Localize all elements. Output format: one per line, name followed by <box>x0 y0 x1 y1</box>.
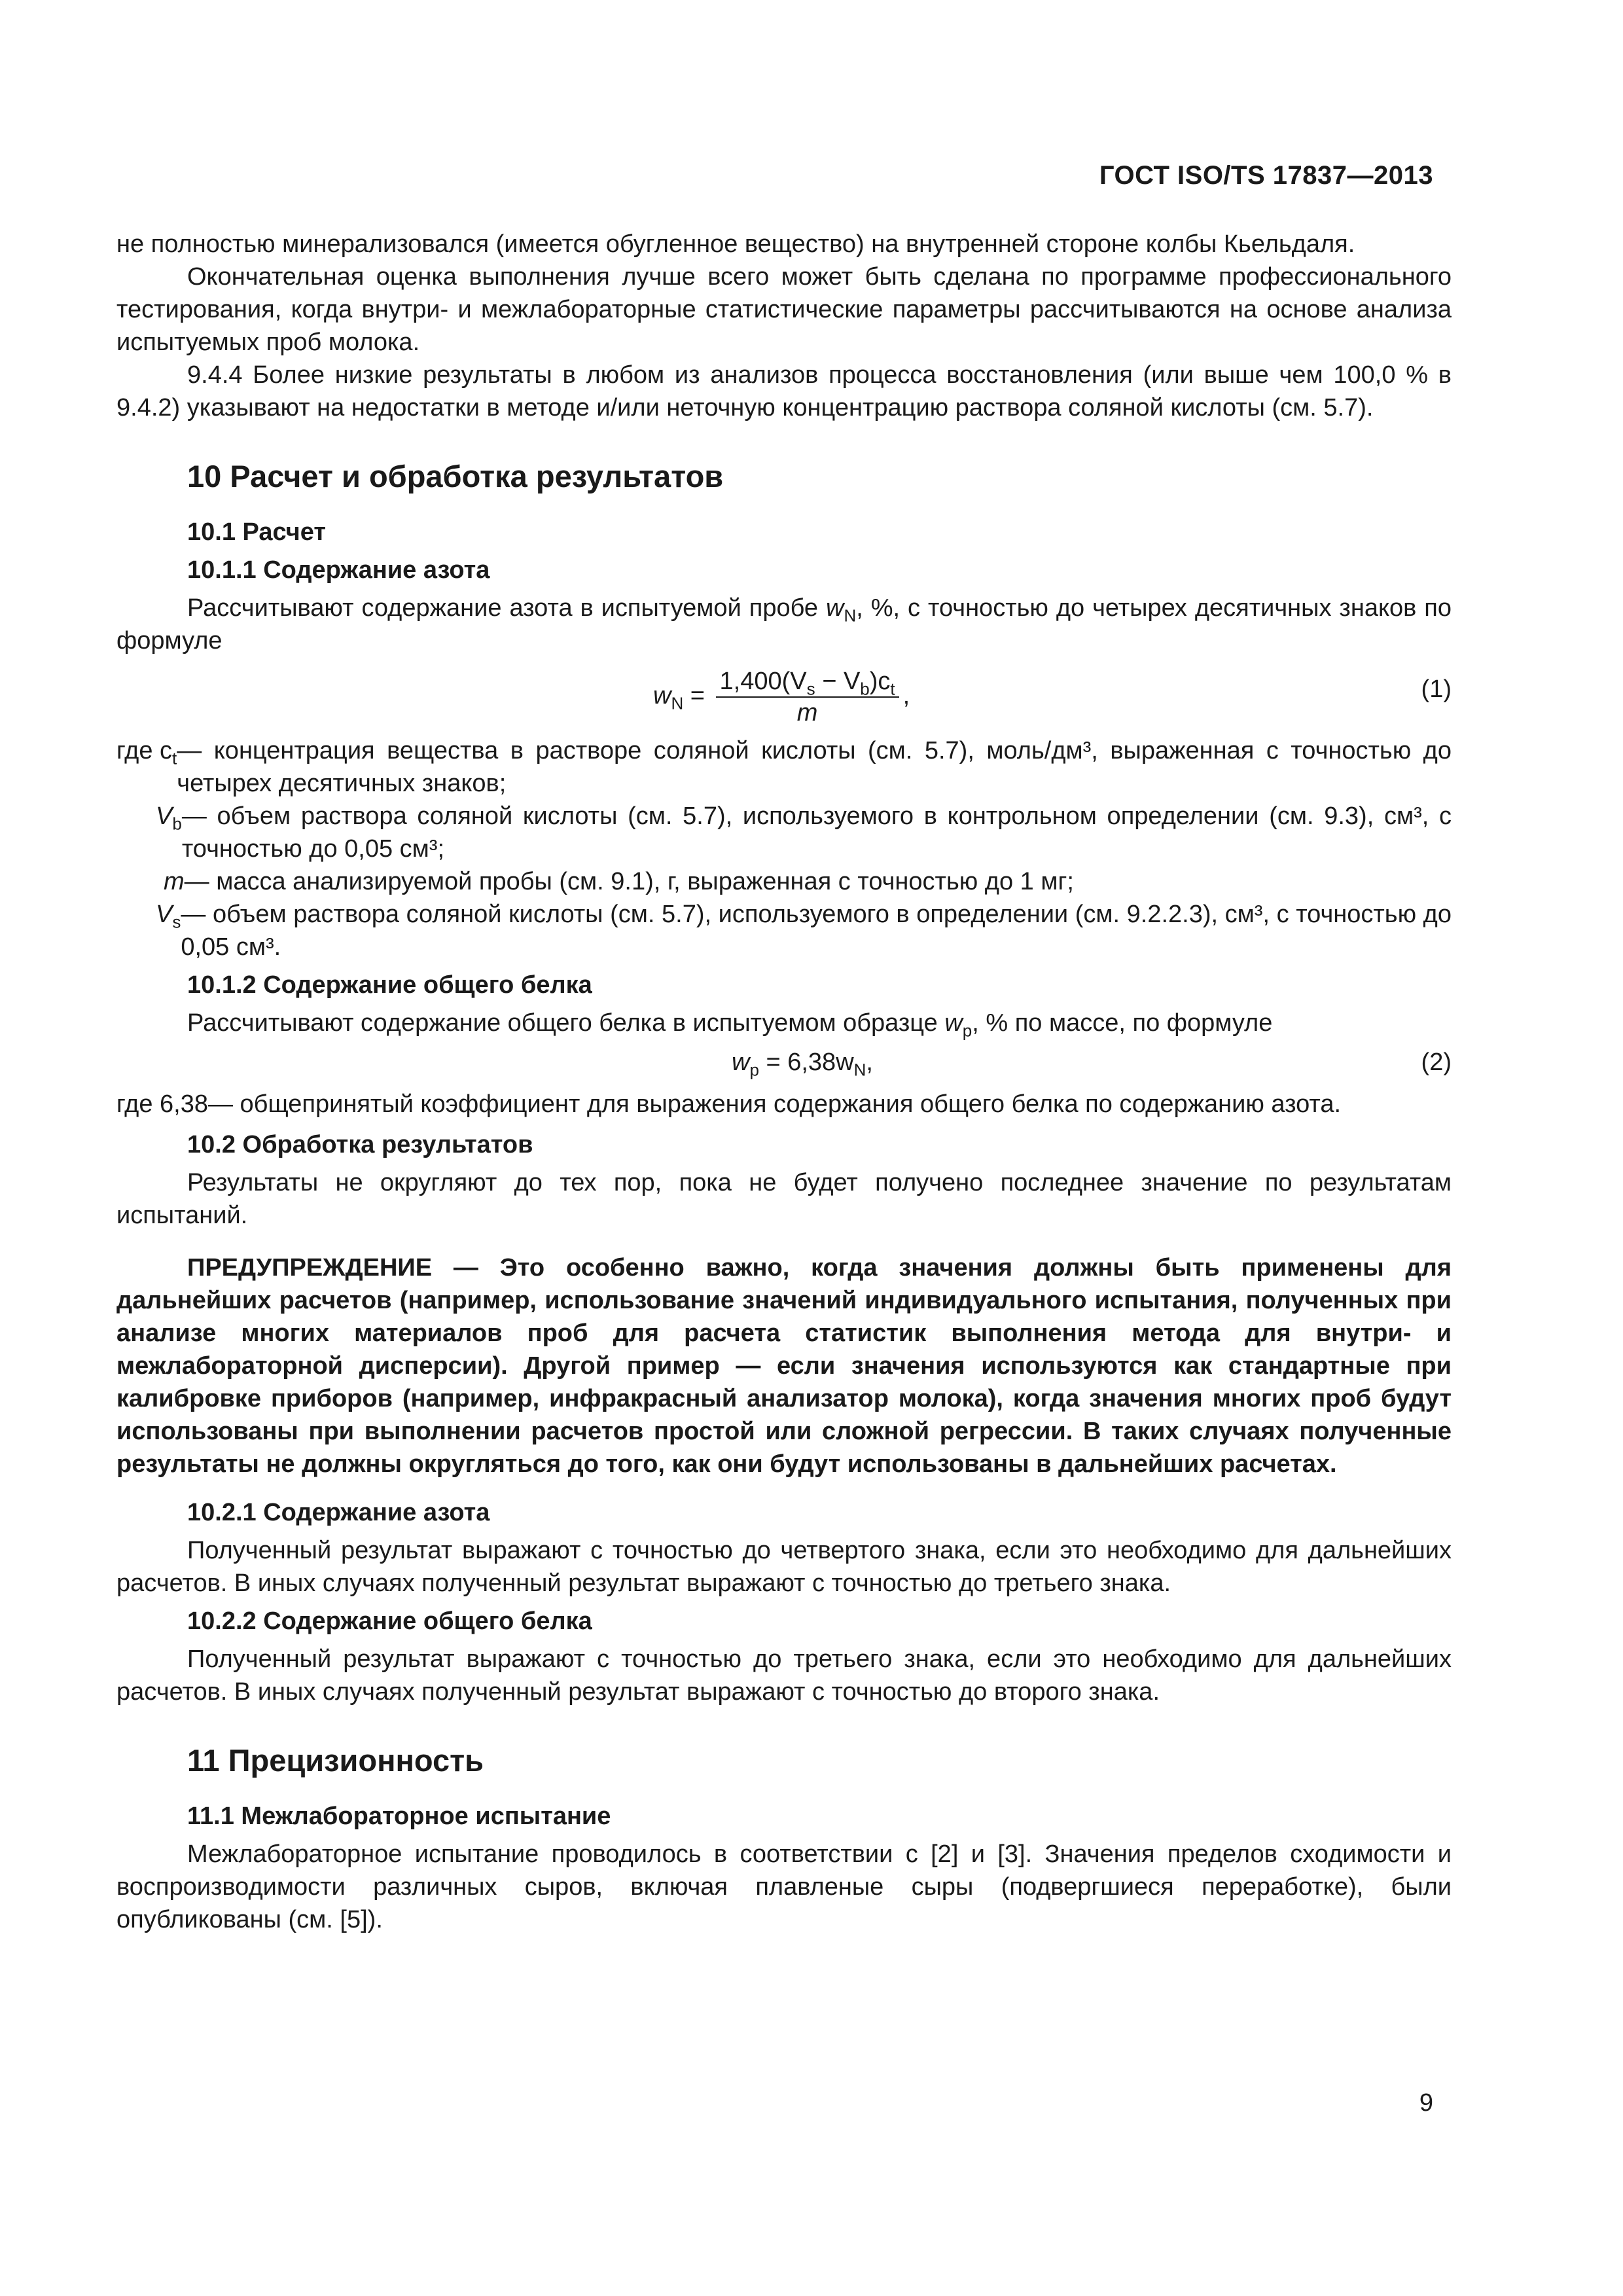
section-10-1-heading: 10.1 Расчет <box>187 518 326 546</box>
formula-symbol: w <box>732 1049 750 1076</box>
formula-subscript: t <box>890 679 895 699</box>
section-10-2-2-heading: 10.2.2 Содержание общего белка <box>187 1607 592 1635</box>
warning-paragraph: ПРЕДУПРЕЖДЕНИЕ — Это особенно важно, когда значения должны быть применены для дальнейших расчетов (например, использование значений индивидуального испытания, полученных при анализе многих материалов проб для расчета статистик выполнения метода для внутри- и межлабораторной дисперсии). Другой пример — если значения используются как стандартные при калибровке приборов (например, инфракрасный анализатор молока), когда значения многих проб будут использованы при выполнении расчетов простой или сложной регрессии. В таких случаях полученные результаты не должны округляться до того, как они будут использованы в дальнейших расчетах. <box>116 1254 1452 1478</box>
symbol-text: V <box>156 802 173 830</box>
symbol-text: где c <box>116 737 173 764</box>
formula-1-number: (1) <box>1421 675 1452 703</box>
formula-equals: = <box>683 682 712 710</box>
where-symbol: где 6,38 <box>116 1090 208 1118</box>
symbol-subscript: s <box>172 912 181 932</box>
formula-subscript: s <box>806 679 815 699</box>
formula-2-number: (2) <box>1421 1049 1452 1076</box>
text-fragment: Рассчитывают содержание общего белка в испытуемом образце <box>187 1009 945 1037</box>
paragraph-protein-precision: Полученный результат выражают с точностью до третьего знака, если это необходимо для дальнейших расчетов. В иных случаях полученный результат выражают с точностью до второго знака. <box>116 1645 1452 1706</box>
section-10-2-1-heading: 10.2.1 Содержание азота <box>187 1499 490 1526</box>
symbol-subscript: t <box>172 748 177 768</box>
symbol-text: m <box>164 868 185 895</box>
formula-text: 1,400(V <box>719 668 807 695</box>
formula-subscript: b <box>860 679 870 699</box>
text-fragment: Рассчитывают содержание азота в испытуемой пробе <box>187 594 827 622</box>
where-symbol <box>164 865 185 898</box>
symbol-subscript: b <box>172 814 182 834</box>
document-body <box>116 228 1452 1936</box>
paragraph-nitrogen-precision: Полученный результат выражают с точностью до четвертого знака, если это необходимо для дальнейших расчетов. В иных случаях полученный результат выражают с точностью до третьего знака. <box>116 1537 1452 1597</box>
formula-subscript: N <box>671 693 684 713</box>
where-definition: — масса анализируемой пробы (см. 9.1), г, выраженная с точностью до 1 мг; <box>184 868 1074 895</box>
paragraph-protein-calc: Рассчитывают содержание общего белка в испытуемом образце $w_p$, % по массе, по формуле <box>187 1009 1273 1041</box>
formula-text: , <box>902 682 910 710</box>
formula-2 <box>116 1042 1452 1085</box>
formula-subscript: p <box>749 1060 759 1080</box>
where-item-vb <box>116 800 1452 865</box>
where-list <box>116 734 1452 963</box>
section-11-heading: 11 Прецизионность <box>187 1743 484 1778</box>
formula-1 <box>116 660 1452 732</box>
section-10-1-1-heading: 10.1.1 Содержание азота <box>187 556 490 584</box>
section-11-1-heading: 11.1 Межлабораторное испытание <box>187 1803 611 1830</box>
where-definition: — объем раствора соляной кислоты (см. 5.7), используемого в контрольном определении (см. 9.3), см³, с точностью до 0,05 см³; <box>181 802 1452 863</box>
where-definition: — объем раствора соляной кислоты (см. 5.7), используемого в определении (см. 9.2.2.3), см³, с точностью до 0,05 см³. <box>181 901 1452 961</box>
paragraph-continuation: не полностью минерализовался (имеется обугленное вещество) на внутренней стороне колбы Кьельдаля. <box>116 230 1355 258</box>
where-symbol <box>116 734 177 767</box>
document-header: ГОСТ ISO/TS 17837—2013 <box>1099 161 1433 190</box>
symbol-text: V <box>156 901 173 928</box>
where-item-coefficient <box>116 1088 1452 1121</box>
formula-2-expression <box>732 1046 873 1079</box>
section-10-heading: 10 Расчет и обработка результатов <box>187 459 724 493</box>
formula-subscript: N <box>853 1060 866 1080</box>
paragraph-evaluation: Окончательная оценка выполнения лучше всего может быть сделана по программе профессионального тестирования, когда внутри- и межлабораторные статистические параметры рассчитываются на основе анализа испытуемых проб молока. <box>116 263 1452 356</box>
where-definition: — концентрация вещества в растворе соляной кислоты (см. 5.7), моль/дм³, выраженная с точностью до четырех десятичных знаков; <box>177 737 1452 797</box>
paragraph-nitrogen-calc: Рассчитывают содержание азота в испытуемой пробе $w_N$, %, с точностью до четырех десятичных знаков по формуле <box>116 594 1452 655</box>
formula-symbol: w <box>653 682 671 710</box>
section-10-2-heading: 10.2 Обработка результатов <box>187 1131 533 1158</box>
where-symbol <box>156 800 182 833</box>
paragraph-9-4-4: 9.4.4 Более низкие результаты в любом из анализов процесса восстановления (или выше чем 100,0 % в 9.4.2) указывают на недостатки в методе и/или неточную концентрацию раствора соляной кислоты (см. 5.7). <box>116 361 1452 422</box>
where-item-ct <box>116 734 1452 800</box>
formula-1-fraction <box>716 666 899 728</box>
where-symbol <box>156 898 181 931</box>
paragraph-processing: Результаты не округляют до тех пор, пока не будет получено последнее значение по результатам испытаний. <box>116 1169 1452 1229</box>
where-item-vs <box>116 898 1452 963</box>
where-item-m <box>116 865 1452 898</box>
formula-text: , <box>866 1049 873 1076</box>
formula-1-expression <box>653 666 910 728</box>
section-10-1-2-heading: 10.1.2 Содержание общего белка <box>187 971 592 999</box>
formula-text: )c <box>869 668 891 695</box>
formula-text: − V <box>815 668 861 695</box>
page-number: 9 <box>1419 2089 1433 2117</box>
formula-text: = 6,38w <box>758 1049 854 1076</box>
where-definition: — общепринятый коэффициент для выражения содержания общего белка по содержанию азота. <box>207 1090 1342 1118</box>
text-fragment: , % по массе, по формуле <box>972 1009 1273 1037</box>
formula-1-numerator <box>716 666 899 698</box>
text-fragment: , %, с точностью до четырех десятичных знаков по формуле <box>116 594 1452 655</box>
paragraph-interlab: Межлабораторное испытание проводилось в соответствии с [2] и [3]. Значения пределов сходимости и воспроизводимости различных сыров, включая плавленые сыры (подвергшиеся переработке), были опубликованы (см. [5]). <box>116 1840 1452 1933</box>
formula-1-denominator: m <box>796 699 818 726</box>
